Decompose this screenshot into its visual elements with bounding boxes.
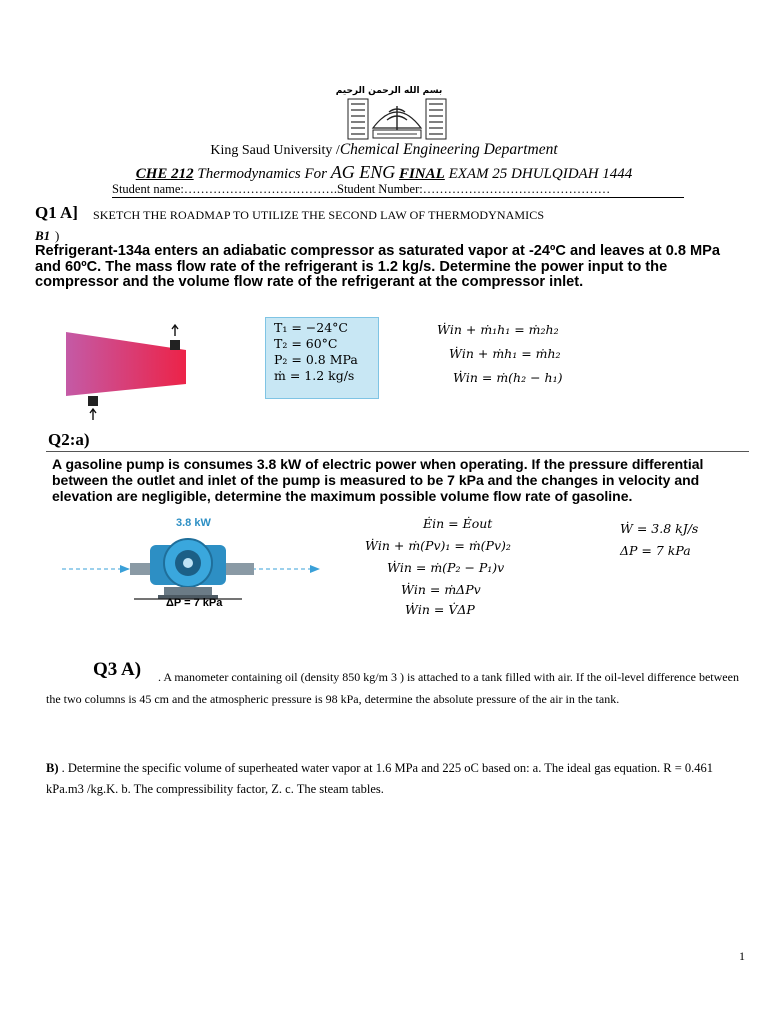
- b1-equation: Ẇin + ṁ₁h₁ = ṁ₂h₂: [437, 322, 559, 337]
- q2-given: [620, 518, 698, 562]
- q1-label: Q1 A]: [35, 203, 78, 222]
- exam-date: EXAM 25 DHULQIDAH 1444: [448, 166, 633, 182]
- university-line: [0, 141, 768, 159]
- exam-final-label: FINAL: [398, 166, 445, 182]
- q2-label: Q2:a): [48, 430, 90, 449]
- compressor-diagram: [64, 320, 194, 430]
- q2-equation: Ėin = Ėout: [423, 516, 493, 531]
- university-logo: [347, 98, 447, 140]
- q3-label: Q3 A): [93, 659, 142, 680]
- course-line: [0, 162, 768, 183]
- basmala-text: بسم الله الرحمن الرحيم: [335, 86, 443, 96]
- b1-given-box: [265, 317, 379, 399]
- q3b-block: [46, 758, 746, 800]
- q2-equation: Ẇin = ṁΔPv: [401, 582, 481, 597]
- b1-problem-text: Refrigerant-134a enters an adiabatic compressor as saturated vapor at -24ºC and leaves at 0.8 MPa and 60ºC. The mass flow rate of the refrigerant is 1.2 kg/s. Determine the power input to the compressor and the volume flow rate of the refrigerant at the compressor inlet.: [35, 243, 721, 290]
- q2-divider: [46, 451, 749, 452]
- b1-equation: Ẇin + ṁh₁ = ṁh₂: [449, 346, 561, 361]
- given-t2: T₂ = 60°C: [274, 336, 338, 351]
- course-code: CHE 212: [135, 166, 194, 182]
- pump-dp-label: ΔP = 7 kPa: [166, 597, 223, 609]
- q2-equation: Ẇin = ṁ(P₂ − P₁)v: [387, 560, 505, 575]
- q3a-text: . A manometer containing oil (density 850 kg/m 3 ) is attached to a tank filled with air. If the oil-level difference between the two columns is 45 cm and the atmospheric pressure is 98 kPa, determine the absolute pressure of the air in the tank.: [46, 670, 739, 706]
- given-p2: P₂ = 0.8 MPa: [274, 352, 358, 367]
- pump-diagram: [62, 517, 324, 615]
- course-ag-eng: AG ENG: [330, 162, 396, 182]
- q1-text: SKETCH THE ROADMAP TO UTILIZE THE SECOND LAW OF THERMODYNAMICS: [93, 208, 545, 222]
- b1-equation: Ẇin = ṁ(h₂ − h₁): [453, 370, 563, 385]
- student-info-line: Student name:……………………………….Student Number:………………………………………: [112, 182, 684, 198]
- given-t1: T₁ = −24°C: [274, 320, 348, 335]
- q2-equation: Ẇin + ṁ(Pv)₁ = ṁ(Pv)₂: [365, 538, 511, 553]
- q2-problem-text: A gasoline pump is consumes 3.8 kW of electric power when operating. If the pressure differential between the outlet and inlet of the pump is measured to be 7 kPa and the changes in velocity and elevation are negligible, determine the maximum possible volume flow rate of gasoline.: [52, 456, 704, 504]
- page-number: 1: [739, 949, 745, 963]
- pump-power-label: 3.8 kW: [176, 517, 211, 529]
- q2-given-power: Ẇ = 3.8 kJ/s: [620, 521, 699, 536]
- b1-label: B1: [35, 228, 51, 243]
- q3b-text: . Determine the specific volume of superheated water vapor at 1.6 MPa and 225 oC based on: a. The ideal gas equation. R = 0.461 kPa.m3 /kg.K. b. The compressibility factor, Z. c. The steam tables.: [46, 761, 714, 796]
- course-title: Thermodynamics For: [197, 166, 327, 182]
- q2-given-dp: ΔP = 7 kPa: [620, 543, 691, 558]
- b1-equations: [437, 318, 607, 390]
- b1-paren: ): [55, 228, 60, 243]
- q2-equation: Ẇin = V̇ΔP: [405, 602, 475, 617]
- department-name: Chemical Engineering Department: [339, 141, 558, 158]
- q3b-label: B): [46, 761, 59, 775]
- university-name: King Saud University /: [210, 143, 340, 158]
- given-mdot: ṁ = 1.2 kg/s: [274, 368, 355, 383]
